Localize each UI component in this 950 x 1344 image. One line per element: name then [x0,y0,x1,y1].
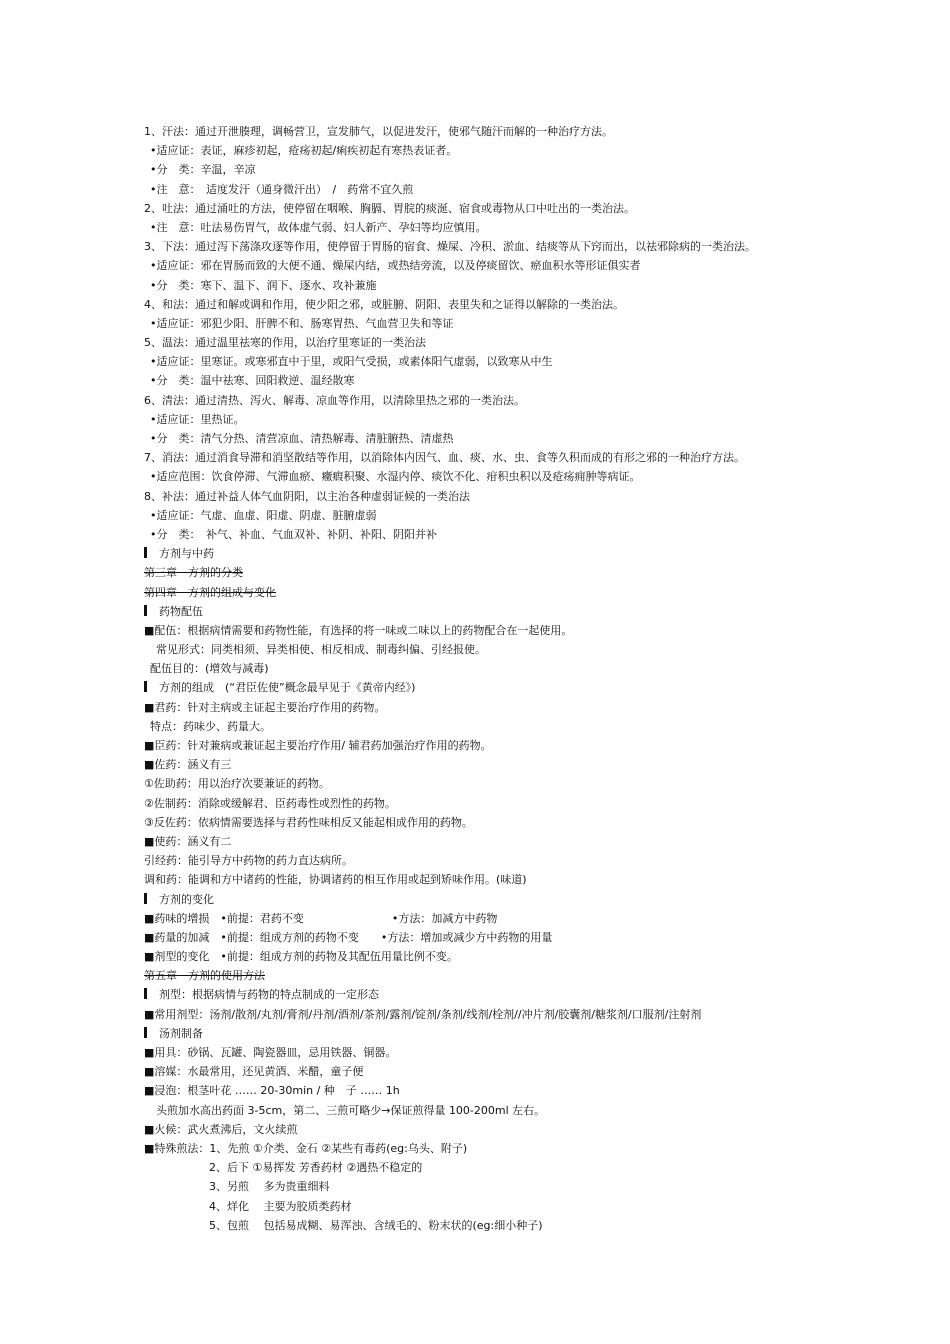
line-text: 常见形式：同类相须、异类相使、相反相成、制毒纠偏、引经报使。 [156,643,486,657]
text-line [144,1177,824,1196]
line-text: ■浸泡：根茎叶花 …… 20-30min / 种 子 …… 1h [144,1084,400,1098]
line-text: •适应证：里热证。 [150,412,245,426]
text-line [144,429,824,448]
line-text: ■溶媒：水最常用，还见黄酒、米醋，童子便 [144,1065,364,1079]
text-line [144,1081,824,1100]
section-bar-icon [144,893,147,904]
text-line [144,736,824,755]
chapter-heading [144,583,824,602]
line-text: 汤剂制备 [159,1026,203,1040]
line-text: •适应证：里寒证。或寒邪直中于里，或阳气受损，或素体阳气虚弱，以致寒从中生 [150,355,553,369]
line-text: ■使药：涵义有二 [144,834,232,848]
line-text: 第四章 方剂的组成与变化 [144,585,276,599]
line-text: •注 意： 适度发汗（通身微汗出） / 药常不宜久煎 [150,182,414,196]
line-text: 特点：药味少、药量大。 [150,719,271,733]
section-heading [144,544,824,563]
line-text: •适应范围：饮食停滞、气滞血瘀、癥瘕积聚、水湿内停、痰饮不化、疳积虫积以及疮疡痈肿等病证。 [150,470,641,484]
text-line [144,256,824,275]
text-line [144,1216,824,1235]
line-text: ■药味的增损 •前提：君药不变 •方法：加减方中药物 [144,911,498,925]
line-text: 方剂与中药 [159,547,214,561]
text-line [144,755,824,774]
section-bar-icon [144,605,147,616]
line-text: 第五章 方剂的使用方法 [144,969,265,983]
text-line [144,1101,824,1120]
text-line [144,659,824,678]
line-text: •分 类：温中祛寒、回阳救逆、温经散寒 [150,374,355,388]
line-text: 5、温法：通过温里祛寒的作用，以治疗里寒证的一类治法 [144,336,426,350]
text-line [144,141,824,160]
line-text: •适应证：表证，麻疹初起，疮疡初起/痢疾初起有寒热表证者。 [150,144,458,158]
line-text: 5、包煎 包括易成糊、易浑浊、含绒毛的、粉末状的(eg:细小种子) [209,1218,543,1232]
text-line [144,774,824,793]
text-line [144,525,824,544]
line-text: ■臣药：针对兼病或兼证起主要治疗作用/ 辅君药加强治疗作用的药物。 [144,739,492,752]
text-line [144,1120,824,1139]
text-line [144,928,824,947]
line-text: 第三章 方剂的分类 [144,566,243,580]
line-text: •分 类： 补气、补血、气血双补、补阴、补阳、阴阳并补 [150,527,437,541]
text-line [144,448,824,467]
text-line [144,506,824,525]
line-text: •适应证：邪在胃肠而致的大便不通、燥屎内结，或热结旁流，以及停痰留饮、瘀血积水等形证俱实者 [150,259,641,273]
line-text: 调和药：能调和方中诸药的性能，协调诸药的相互作用或起到矫味作用。(味道) [144,873,527,887]
text-line [144,1139,824,1158]
line-text: 4、和法：通过和解或调和作用，使少阳之邪，或脏腑、阴阳、表里失和之证得以解除的一类治法。 [144,297,624,311]
line-text: •分 类：清气分热、清营凉血、清热解毒、清脏腑热、清虚热 [150,432,454,445]
line-text: ■配伍：根据病情需要和药物性能，有选择的将一味或二味以上的药物配合在一起使用。 [144,623,573,637]
line-text: ■火候：武火煮沸后，文火续煎 [144,1122,298,1136]
line-text: 配伍目的：(增效与减毒) [150,662,269,676]
line-text: 头煎加水高出药面 3-5cm，第二、三煎可略少→保证煎得量 100-200ml 左右。 [156,1103,546,1117]
line-text: •分 类：寒下、温下、润下、逐水、攻补兼施 [150,278,377,292]
line-text: ■用具：砂锅、瓦罐、陶瓷器皿，忌用铁器、铜器。 [144,1046,397,1059]
line-text: ③反佐药：依病情需要选择与君药性味相反又能起相成作用的药物。 [144,815,473,829]
text-line [144,813,824,832]
line-text: ■佐药：涵义有三 [144,758,232,772]
line-text: 方剂的变化 [159,892,214,906]
text-line [144,1158,824,1177]
text-line [144,314,824,333]
line-text: 药物配伍 [159,604,203,618]
line-text: 2、吐法：通过涌吐的方法，使停留在咽喉、胸膈、胃脘的痰涎、宿食或毒物从口中吐出的一类治法。 [144,201,635,215]
line-text: 剂型：根据病情与药物的特点制成的一定形态 [159,988,379,1002]
line-text: 8、补法：通过补益人体气血阴阳，以主治各种虚弱证候的一类治法 [144,489,470,503]
line-text: ②佐制药：消除或缓解君、臣药毒性或烈性的药物。 [144,796,396,810]
line-text: 1、汗法：通过开泄腠理，调畅营卫，宣发肺气，以促进发汗，使邪气随汗而解的一种治疗方法。 [144,125,613,138]
text-line [144,909,824,928]
text-line [144,947,824,966]
text-line [144,218,824,237]
text-line [144,295,824,314]
text-line [144,276,824,295]
text-line [144,410,824,429]
text-line [144,621,824,640]
document-body [144,122,824,1235]
text-line [144,160,824,179]
text-line [144,851,824,870]
line-text: ■特殊煎法：1、先煎 ①介类、金石 ②某些有毒药(eg:乌头、附子) [144,1141,468,1155]
text-line [144,199,824,218]
section-heading [144,1024,824,1043]
line-text: ■药量的加减 •前提：组成方剂的药物不变 •方法：增加或减少方中药物的用量 [144,930,553,944]
section-bar-icon [144,547,147,558]
text-line [144,237,824,256]
section-bar-icon [144,988,147,999]
text-line [144,870,824,889]
text-line [144,1005,824,1024]
section-heading [144,985,824,1004]
line-text: 3、另煎 多为贵重细料 [209,1180,330,1194]
section-bar-icon [144,681,147,692]
text-line [144,352,824,371]
text-line [144,832,824,851]
line-text: ■常用剂型：汤剂/散剂/丸剂/膏剂/丹剂/酒剂/茶剂/露剂/锭剂/条剂/线剂/栓剂//冲片剂/胶囊剂/糖浆剂/口服剂/注射剂 [144,1007,702,1021]
line-text: 4、烊化 主要为胶质类药材 [209,1199,352,1213]
text-line [144,698,824,717]
line-text: •分 类：辛温，辛凉 [150,163,256,177]
section-heading [144,890,824,909]
text-line [144,371,824,390]
line-text: ①佐助药：用以治疗次要兼证的药物。 [144,777,330,791]
line-text: ■剂型的变化 •前提：组成方剂的药物及其配伍用量比例不变。 [144,950,458,964]
text-line [144,467,824,486]
text-line [144,640,824,659]
text-line [144,1062,824,1081]
text-line [144,1043,824,1062]
text-line [144,794,824,813]
line-text: 6、清法：通过清热、泻火、解毒、凉血等作用，以清除里热之邪的一类治法。 [144,393,525,407]
line-text: 方剂的组成 (“君臣佐使”概念最早见于《黄帝内经》) [159,681,416,695]
line-text: •适应证：邪犯少阳、肝脾不和、肠寒胃热、气血营卫失和等证 [150,316,454,330]
chapter-heading [144,966,824,985]
text-line [144,487,824,506]
section-bar-icon [144,1027,147,1038]
chapter-heading [144,563,824,582]
text-line [144,180,824,199]
line-text: ■君药：针对主病或主证起主要治疗作用的药物。 [144,700,386,714]
section-heading [144,602,824,621]
text-line [144,1197,824,1216]
text-line [144,122,824,141]
line-text: 3、下法：通过泻下荡涤攻逐等作用，使停留于胃肠的宿食、燥屎、冷积、淤血、结痰等从下窍而出，以祛邪除病的一类治法。 [144,240,756,254]
text-line [144,717,824,736]
line-text: 2、后下 ①易挥发 芳香药材 ②遇热不稳定的 [209,1161,423,1175]
line-text: •适应证：气虚、血虚、阳虚、阴虚、脏腑虚弱 [150,508,377,522]
line-text: •注 意：吐法易伤胃气，故体虚气弱、妇人新产、孕妇等均应慎用。 [150,220,487,234]
text-line [144,391,824,410]
section-heading [144,678,824,697]
line-text: 7、消法：通过消食导滞和消坚散结等作用，以消除体内因气、血、痰、水、虫、食等久积而成的有形之邪的一种治疗方法。 [144,451,745,465]
line-text: 引经药：能引导方中药物的药力直达病所。 [144,854,353,868]
text-line [144,333,824,352]
